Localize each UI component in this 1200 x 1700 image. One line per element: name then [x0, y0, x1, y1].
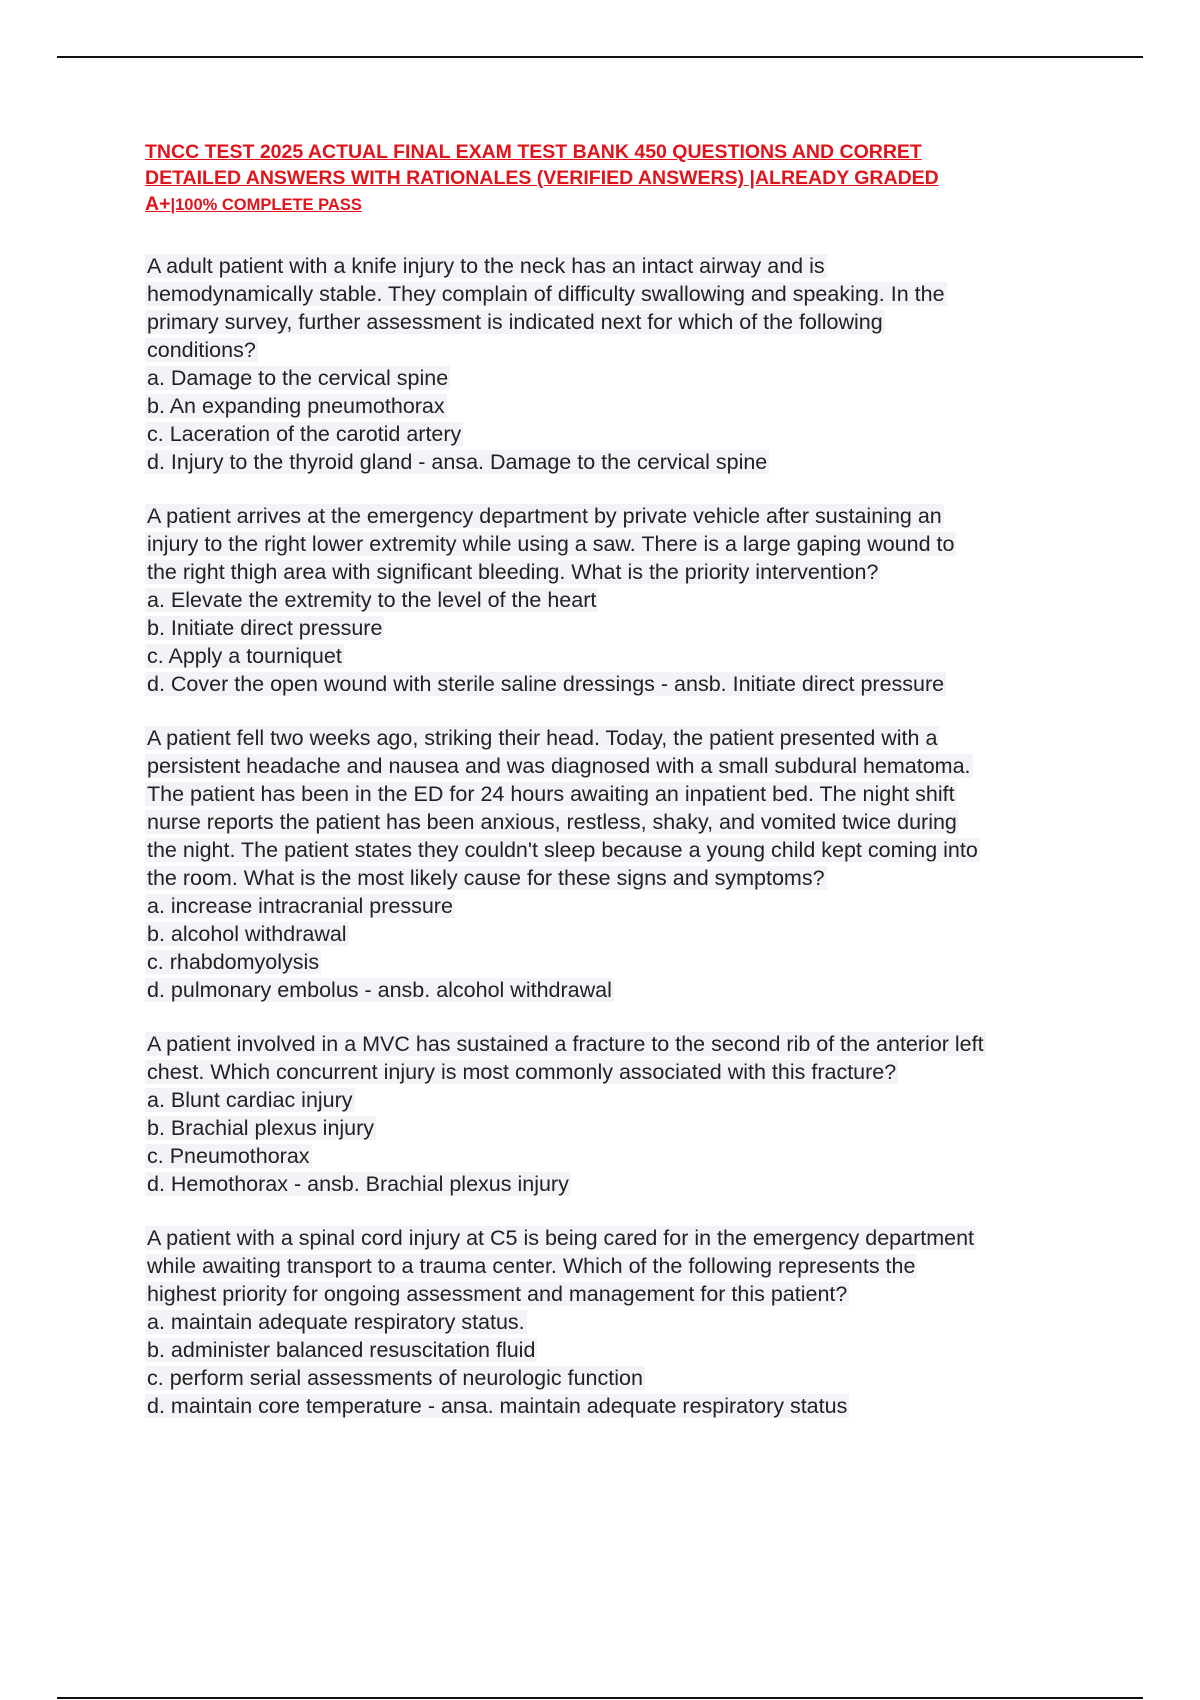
question-line-text: The patient has been in the ED for 24 hours awaiting an inpatient bed. The night shift [147, 782, 955, 806]
question-line-text: d. pulmonary embolus - ansb. alcohol withdrawal [147, 978, 612, 1002]
question-line [145, 948, 1095, 976]
question-line [145, 1224, 1095, 1252]
question-line [145, 530, 1095, 558]
question-line [145, 864, 1095, 892]
question-line-text: A adult patient with a knife injury to the neck has an intact airway and is [147, 254, 825, 278]
question-line [145, 836, 1095, 864]
question-line [145, 252, 1095, 280]
document-body [145, 139, 1095, 1446]
question-line [145, 780, 1095, 808]
question-line-text: c. Laceration of the carotid artery [147, 422, 462, 446]
question-line-text: d. Hemothorax - ansb. Brachial plexus injury [147, 1172, 569, 1196]
question-line-text: c. Pneumothorax [147, 1144, 310, 1168]
title-line-3a: A+ [145, 193, 171, 215]
question-line [145, 1030, 1095, 1058]
question-line-text: a. increase intracranial pressure [147, 894, 453, 918]
question-line-text: A patient fell two weeks ago, striking their head. Today, the patient presented with a [147, 726, 938, 750]
question-line-text: A patient arrives at the emergency department by private vehicle after sustaining an [147, 504, 942, 528]
question-line-text: c. perform serial assessments of neurologic function [147, 1366, 643, 1390]
title-line-2: DETAILED ANSWERS WITH RATIONALES (VERIFIED ANSWERS) |ALREADY GRADED [145, 167, 939, 189]
question-line-text: c. Apply a tourniquet [147, 644, 342, 668]
question-block [145, 724, 1095, 1004]
question-line-text: a. maintain adequate respiratory status. [147, 1310, 525, 1334]
question-line [145, 1058, 1095, 1086]
question-line [145, 336, 1095, 364]
question-line [145, 1142, 1095, 1170]
question-line [145, 308, 1095, 336]
question-block [145, 1030, 1095, 1198]
question-line-text: highest priority for ongoing assessment and management for this patient? [147, 1282, 848, 1306]
question-line [145, 808, 1095, 836]
question-line-text: c. rhabdomyolysis [147, 950, 320, 974]
question-line-text: a. Damage to the cervical spine [147, 366, 449, 390]
question-line [145, 1336, 1095, 1364]
page-bottom-rule [57, 1697, 1143, 1699]
question-line-text: the right thigh area with significant bleeding. What is the priority intervention? [147, 560, 879, 584]
question-line-text: b. alcohol withdrawal [147, 922, 347, 946]
question-line [145, 642, 1095, 670]
question-line [145, 752, 1095, 780]
question-line [145, 558, 1095, 586]
question-line [145, 392, 1095, 420]
question-line [145, 280, 1095, 308]
question-line-text: the room. What is the most likely cause for these signs and symptoms? [147, 866, 825, 890]
question-line-text: while awaiting transport to a trauma center. Which of the following represents the [147, 1254, 916, 1278]
question-line-text: primary survey, further assessment is indicated next for which of the following [147, 310, 883, 334]
question-line-text: A patient with a spinal cord injury at C5 is being cared for in the emergency department [147, 1226, 975, 1250]
document-title [145, 139, 1095, 218]
question-line [145, 892, 1095, 920]
question-line-text: persistent headache and nausea and was diagnosed with a small subdural hematoma. [147, 754, 971, 778]
question-line [145, 1364, 1095, 1392]
question-list [145, 252, 1095, 1420]
question-line [145, 448, 1095, 476]
question-block [145, 502, 1095, 698]
question-block [145, 252, 1095, 476]
question-line [145, 920, 1095, 948]
question-line-text: b. Initiate direct pressure [147, 616, 383, 640]
question-line-text: b. administer balanced resuscitation fluid [147, 1338, 536, 1362]
question-line-text: nurse reports the patient has been anxious, restless, shaky, and vomited twice during [147, 810, 957, 834]
question-line-text: b. An expanding pneumothorax [147, 394, 445, 418]
question-line [145, 614, 1095, 642]
question-line [145, 670, 1095, 698]
question-line-text: the night. The patient states they couldn't sleep because a young child kept coming into [147, 838, 978, 862]
question-line [145, 364, 1095, 392]
question-line [145, 1086, 1095, 1114]
question-line [145, 1252, 1095, 1280]
question-line [145, 502, 1095, 530]
question-line-text: b. Brachial plexus injury [147, 1116, 375, 1140]
question-line-text: hemodynamically stable. They complain of difficulty swallowing and speaking. In the [147, 282, 945, 306]
question-line-text: chest. Which concurrent injury is most commonly associated with this fracture? [147, 1060, 897, 1084]
question-line [145, 1280, 1095, 1308]
question-line-text: d. Cover the open wound with sterile saline dressings - ansb. Initiate direct pressure [147, 672, 945, 696]
question-line-text: A patient involved in a MVC has sustained a fracture to the second rib of the anterior left [147, 1032, 984, 1056]
question-line-text: injury to the right lower extremity while using a saw. There is a large gaping wound to [147, 532, 955, 556]
question-line [145, 1170, 1095, 1198]
page-top-rule [57, 56, 1143, 58]
question-line [145, 420, 1095, 448]
question-line [145, 1392, 1095, 1420]
title-line-3b: |100% COMPLETE PASS [170, 196, 362, 214]
question-line [145, 586, 1095, 614]
question-line [145, 976, 1095, 1004]
question-line [145, 1308, 1095, 1336]
question-line [145, 1114, 1095, 1142]
title-line-1: TNCC TEST 2025 ACTUAL FINAL EXAM TEST BANK 450 QUESTIONS AND CORRET [145, 141, 922, 163]
question-line-text: a. Blunt cardiac injury [147, 1088, 353, 1112]
question-line-text: conditions? [147, 338, 256, 362]
question-line-text: d. maintain core temperature - ansa. maintain adequate respiratory status [147, 1394, 848, 1418]
question-line-text: a. Elevate the extremity to the level of the heart [147, 588, 597, 612]
question-block [145, 1224, 1095, 1420]
question-line [145, 724, 1095, 752]
question-line-text: d. Injury to the thyroid gland - ansa. Damage to the cervical spine [147, 450, 768, 474]
